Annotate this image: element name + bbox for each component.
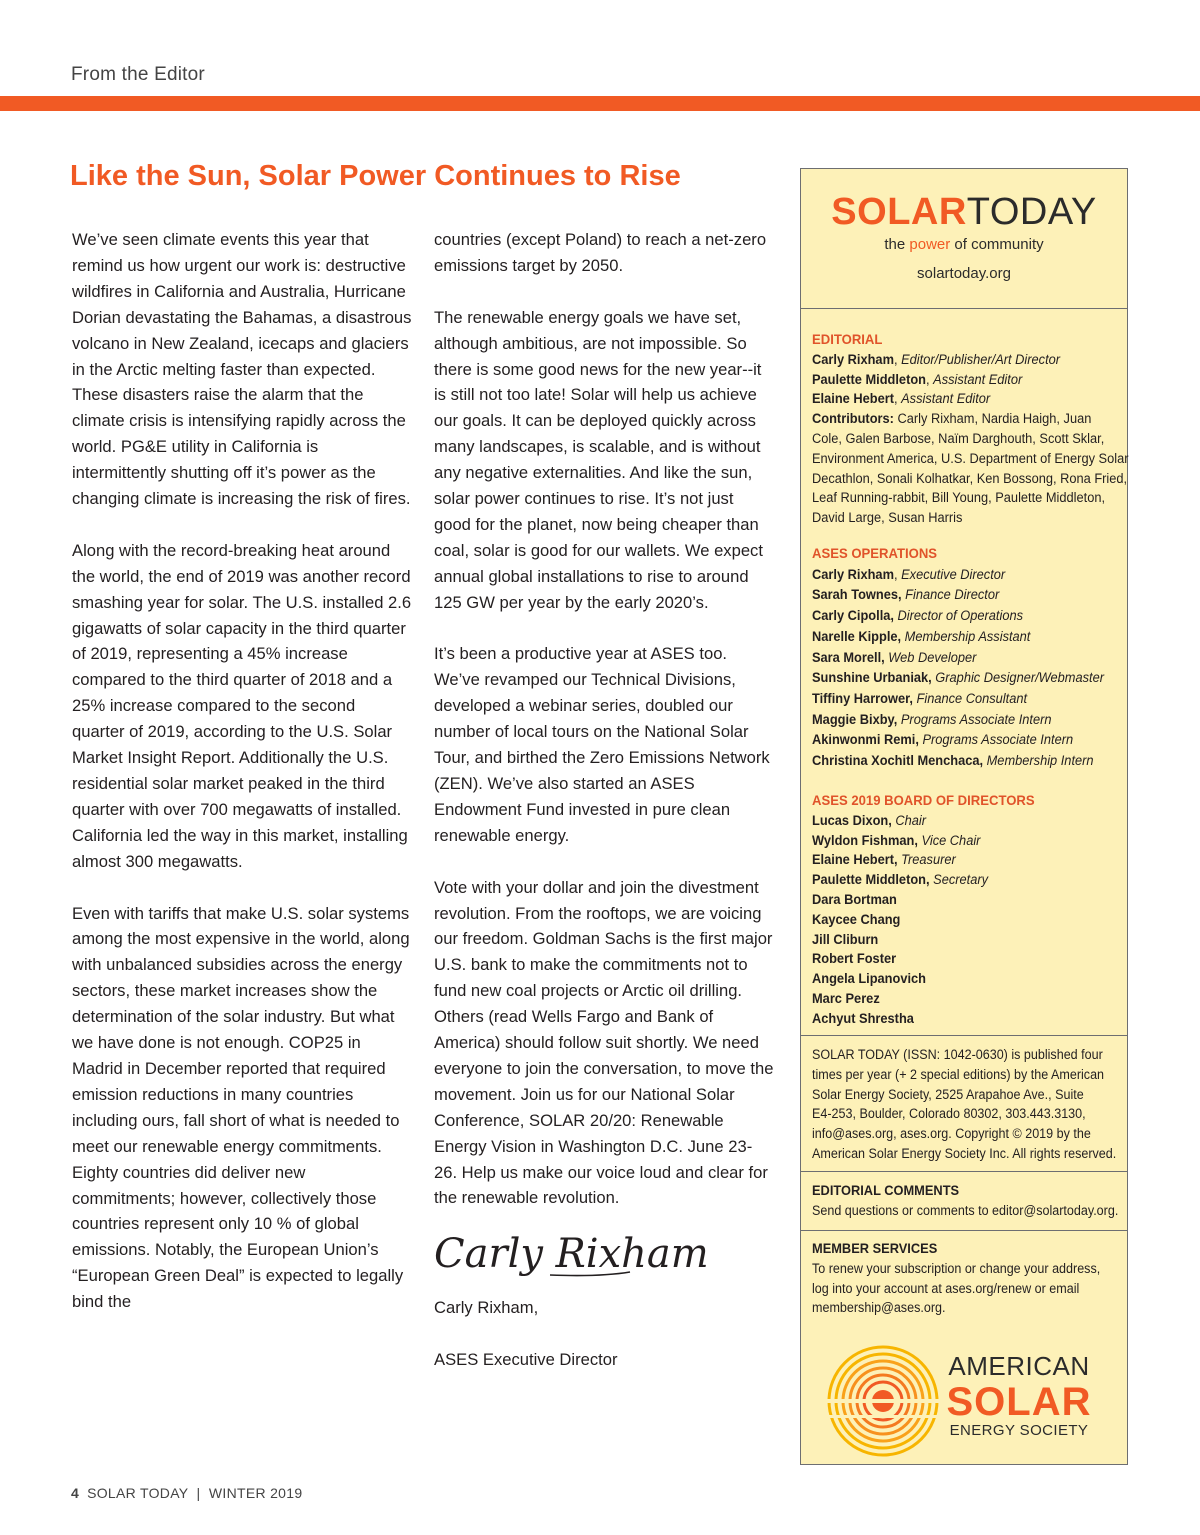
divider [801, 308, 1127, 309]
person-role: Treasurer [901, 852, 956, 868]
person-name: Angela Lipanovich [812, 971, 927, 987]
board-member [812, 949, 1107, 969]
staff-entry [812, 668, 1107, 689]
member-services-line: To renew your subscription or change your address, [812, 1260, 1101, 1276]
person-role: Assistant Editor [901, 391, 991, 407]
ases-logo-solar: SOLAR [946, 1380, 1092, 1424]
tagline-pre: the [884, 236, 910, 253]
contributors-line: Environment America, U.S. Department of Energy Solar [812, 450, 1129, 466]
person-name: Tiffiny Harrower, [812, 690, 913, 706]
ases-logo-american: AMERICAN [948, 1351, 1090, 1381]
comments-heading: EDITORIAL COMMENTS [812, 1183, 960, 1198]
staff-entry [812, 350, 1107, 370]
staff-entry [812, 389, 1107, 409]
publication-line: American Solar Energy Society Inc. All rights reserved. [812, 1145, 1117, 1161]
ases-logo-text [941, 1351, 1097, 1439]
person-name: Jill Cliburn [812, 931, 879, 947]
person-name: Wyldon Fishman, [812, 832, 918, 848]
paragraph: We’ve seen climate events this year that remind us how urgent our work is: destructive wildfires in California and Australia, Hurricane Dorian devastating the Bahamas, a disastrous volcano in New Zealand, icecaps and glaciers in the Arctic melting faster than expected. These disasters raise the alarm that the climate crisis is intensifying rapidly across the world. PG&E utility in California is intermittently shutting off it’s power as the changing climate is increasing the risk of fires. [72, 230, 412, 509]
page-number: 4 [71, 1485, 80, 1501]
person-role: Director of Operations [897, 608, 1024, 624]
staff-entry [812, 585, 1107, 606]
contributors-line [812, 409, 1107, 429]
person-name: Achyut Shrestha [812, 1010, 914, 1026]
publication-info [812, 1045, 1117, 1164]
person-name: Marc Perez [812, 990, 880, 1006]
separator: , [893, 566, 902, 582]
board-member [812, 850, 1107, 870]
member-services [812, 1239, 1100, 1318]
logo-today: TODAY [966, 191, 1097, 233]
person-name: Kaycee Chang [812, 911, 901, 927]
person-role: Vice Chair [921, 832, 981, 848]
person-role: Programs Associate Intern [900, 711, 1052, 727]
person-role: Editor/Publisher/Art Director [901, 351, 1061, 367]
person-role: Web Developer [888, 649, 977, 665]
divider [801, 1230, 1127, 1231]
person-name: Maggie Bixby, [812, 711, 898, 727]
ases-logo-society: ENERGY SOCIETY [949, 1422, 1089, 1439]
editorial-heading: EDITORIAL [812, 332, 883, 347]
board-member [812, 831, 1107, 851]
operations-block [812, 544, 1107, 772]
paragraph: Along with the record-breaking heat around the world, the end of 2019 was another record smashing year for solar. The U.S. installed 2.6 gigawatts of solar capacity in the third quarter of 2019, representing a 45% increase compared to the third quarter of 2018 and a 25% increase compared to the second quarter of 2019, according to the U.S. Solar Market Insight Report. Additionally the U.S. residential solar market peaked in the third quarter with over 700 megawatts of installed. California led the way in this market, installing almost 300 megawatts. [72, 540, 412, 871]
person-name: Sarah Townes, [812, 587, 902, 603]
divider [801, 1171, 1127, 1172]
board-member [812, 930, 1107, 950]
handwritten-signature [430, 1219, 709, 1289]
person-role: Executive Director [901, 566, 1006, 582]
staff-entry [812, 689, 1107, 710]
contributors-line: Leaf Running-rabbit, Bill Young, Paulette Middleton, [812, 490, 1106, 506]
member-services-heading: MEMBER SERVICES [812, 1241, 938, 1256]
staff-entry [812, 370, 1107, 390]
board-member [812, 1009, 1107, 1029]
staff-entry [812, 751, 1107, 772]
member-services-line: log into your account at ases.org/renew or email [812, 1280, 1080, 1296]
person-name: Carly Cipolla, [812, 608, 894, 624]
signature-name: Carly Rixham, [434, 1298, 539, 1318]
staff-entry [812, 606, 1107, 627]
signature-title: ASES Executive Director [434, 1350, 618, 1370]
staff-entry [812, 565, 1107, 586]
board-member [812, 811, 1107, 831]
publication-line: times per year (+ 2 special editions) by the American [812, 1066, 1105, 1082]
editorial-staff-list [812, 350, 1107, 409]
board-member [812, 870, 1107, 890]
member-services-line: membership@ases.org. [812, 1300, 946, 1316]
operations-heading: ASES OPERATIONS [812, 546, 938, 561]
editorial-block [812, 330, 1129, 528]
article-column-2 [434, 227, 774, 1399]
staff-entry [812, 648, 1107, 669]
paragraph: It’s been a productive year at ASES too. We’ve revamped our Technical Divisions, developed a webinar series, doubled our number of local tours on the National Solar Tour, and birthed the Zero Emissions Network (ZEN). We’ve also started an ASES Endowment Fund invested in pure clean renewable energy. [434, 644, 770, 845]
board-member-list [812, 811, 1107, 1029]
person-name: Paulette Middleton [812, 371, 927, 387]
separator: , [926, 371, 934, 387]
contributors-text: Carly Rixham, Nardia Haigh, Juan [893, 411, 1092, 427]
person-name: Robert Foster [812, 951, 897, 967]
board-member [812, 910, 1107, 930]
publication-line: E4-253, Boulder, Colorado 80302, 303.443.3130, [812, 1106, 1086, 1122]
paragraph: Vote with your dollar and join the divestment revolution. From the rooftops, we are voicing our freedom. Goldman Sachs is the first major U.S. bank to make the commitments not to fund new coal projects or Arctic oil drilling. Others (read Wells Fargo and Bank of America) should follow suit shortly. We need everyone to join the conversation, to move the movement. Join us for our National Solar Conference, SOLAR 20/20: Renewable Energy Vision in Washington D.C. June 23-26. Help us make our voice loud and clear for the renewable revolution. [434, 877, 774, 1208]
person-name: Paulette Middleton, [812, 872, 930, 888]
board-heading: ASES 2019 BOARD OF DIRECTORS [812, 793, 1035, 808]
operations-staff-list [812, 565, 1107, 772]
staff-entry [812, 730, 1107, 751]
contributors-line: David Large, Susan Harris [812, 510, 963, 526]
solar-today-logo [801, 191, 1127, 234]
person-name: Carly Rixham [812, 351, 894, 367]
board-member [812, 989, 1107, 1009]
paragraph: The renewable energy goals we have set, although ambitious, are not impossible. So there is some good news for the new year--it is still not too late! Solar will help us achieve our goals. It can be deployed quickly across many landscapes, is scalable, and is without any negative externalities. And like the sun, solar power continues to rise. It’s not just good for the planet, now being cheaper than coal, solar is good for our wallets. We expect annual global installations to rise to around 125 GW per year by the early 2020’s. [434, 307, 763, 612]
person-role: Membership Assistant [904, 628, 1031, 644]
person-role: Chair [895, 812, 927, 828]
publication-line: SOLAR TODAY (ISSN: 1042-0630) is published four [812, 1047, 1103, 1062]
person-name: Christina Xochitl Menchaca, [812, 753, 984, 769]
publication-issue: SOLAR TODAY | WINTER 2019 [87, 1485, 303, 1501]
separator: , [893, 391, 902, 407]
tagline [801, 236, 1127, 253]
staff-entry [812, 710, 1107, 731]
contributors-line: Decathlon, Sonali Kolhatkar, Ken Bossong, Rona Fried, [812, 470, 1128, 486]
ases-sun-icon [827, 1345, 939, 1457]
person-role: Programs Associate Intern [922, 732, 1074, 748]
person-name: Narelle Kipple, [812, 628, 902, 644]
divider [801, 1035, 1127, 1036]
person-role: Membership Intern [986, 753, 1094, 769]
publication-line: Solar Energy Society, 2525 Arapahoe Ave., Suite [812, 1086, 1084, 1102]
header-rule [0, 96, 1200, 111]
paragraph: Even with tariffs that make U.S. solar systems among the most expensive in the world, along with unbalanced subsidies across the energy sectors, these market increases show the determination of the solar industry. But what we have done is not enough. COP25 in Madrid in December reported that required emission reductions in many countries including ours, fall short of what is needed to meet our renewable energy commitments. Eighty countries did deliver new commitments; however, collectively those countries represent only 10 % of global emissions. Notably, the European Union’s “European Green Deal” is expected to legally bind the [72, 903, 410, 1312]
person-name: Dara Bortman [812, 891, 897, 907]
logo-solar: SOLAR [831, 191, 967, 233]
person-role: Secretary [933, 872, 989, 888]
contributors-label: Contributors: [812, 411, 894, 427]
page-footer [71, 1485, 302, 1501]
publication-line: info@ases.org, ases.org. Copyright © 2019 by the [812, 1126, 1091, 1142]
person-name: Lucas Dixon, [812, 812, 892, 828]
person-name: Carly Rixham [812, 566, 894, 582]
separator: , [893, 351, 902, 367]
contributors-line: Cole, Galen Barbose, Naïm Darghouth, Scott Sklar, [812, 430, 1105, 446]
tagline-power: power [909, 236, 951, 253]
website-link[interactable]: solartoday.org [917, 265, 1011, 282]
paragraph: countries (except Poland) to reach a net-zero emissions target by 2050. [434, 230, 767, 275]
editorial-comments [812, 1181, 1119, 1221]
person-name: Sara Morell, [812, 649, 885, 665]
comments-text: Send questions or comments to editor@solartoday.org. [812, 1202, 1119, 1218]
person-role: Assistant Editor [933, 371, 1023, 387]
person-role: Finance Director [905, 587, 1000, 603]
article-title: Like the Sun, Solar Power Continues to Rise [70, 160, 681, 192]
article-column-1 [72, 227, 412, 1341]
masthead-sidebar [800, 168, 1128, 1465]
person-name: Elaine Hebert [812, 391, 894, 407]
tagline-post: of community [950, 236, 1044, 253]
board-member [812, 890, 1107, 910]
person-name: Elaine Hebert, [812, 852, 898, 868]
person-name: Sunshine Urbaniak, [812, 670, 932, 686]
signature-script: Carly Rixham [434, 1231, 709, 1278]
board-block [812, 791, 1107, 1029]
person-role: Finance Consultant [916, 690, 1028, 706]
board-member [812, 969, 1107, 989]
staff-entry [812, 627, 1107, 648]
section-label: From the Editor [71, 64, 205, 85]
person-name: Akinwonmi Remi, [812, 732, 919, 748]
person-role: Graphic Designer/Webmaster [935, 670, 1105, 686]
